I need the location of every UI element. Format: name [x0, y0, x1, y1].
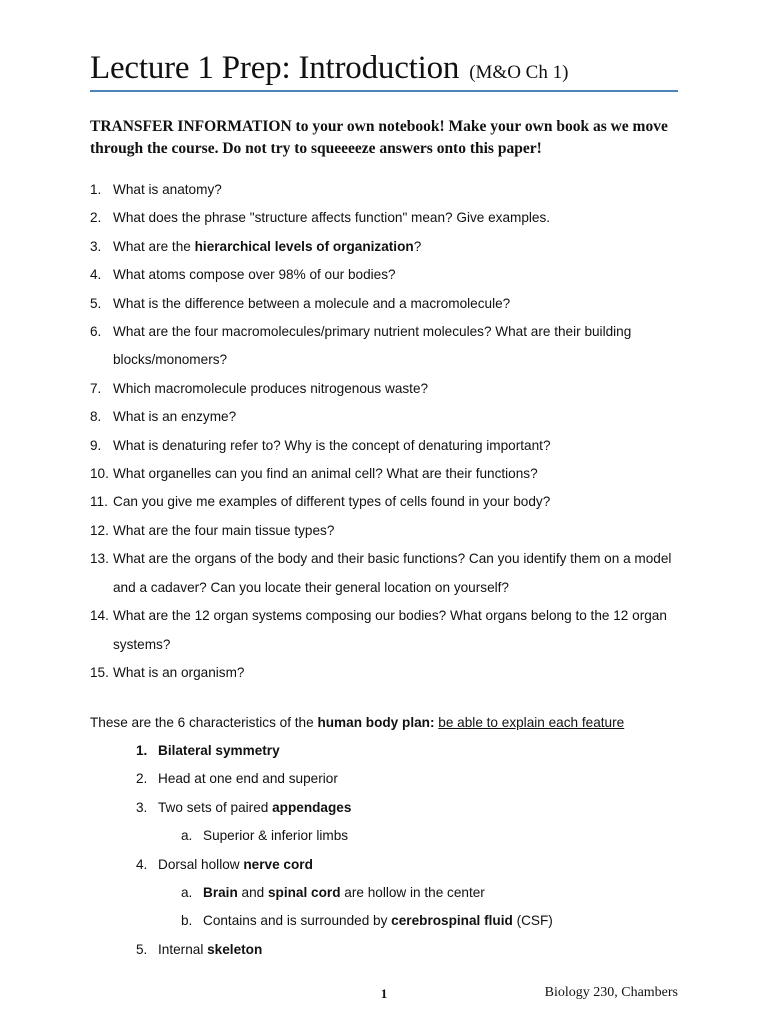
question-text-pre: What are the [113, 238, 195, 254]
body-plan-feature-emphasis: nerve cord [243, 856, 313, 872]
question-item [90, 432, 690, 460]
question-number: 6. [90, 324, 102, 340]
question-item [90, 602, 690, 659]
question-number: 10. [90, 466, 109, 482]
question-text: What is the difference between a molecule and a macromolecule? [113, 295, 511, 311]
course-label: Biology 230, Chambers [544, 985, 678, 1000]
question-item [90, 545, 690, 602]
question-number: 2. [90, 210, 102, 226]
question-text: Which macromolecule produces nitrogenous waste? [113, 380, 429, 396]
question-text: What is anatomy? [113, 182, 222, 197]
question-item [90, 176, 690, 204]
body-plan-item [136, 737, 676, 765]
question-number: 8. [90, 409, 102, 425]
subitem-emphasis: Brain [203, 885, 238, 901]
question-number: 1. [90, 182, 102, 197]
question-text: What is an enzyme? [113, 409, 237, 425]
body-plan-feature: Head at one end and superior [158, 771, 338, 787]
body-plan-item [136, 765, 676, 793]
subitem-letter: a. [181, 885, 193, 901]
body-plan-feature-emphasis: skeleton [207, 941, 263, 957]
question-item [90, 204, 690, 232]
body-plan-item [136, 936, 676, 964]
body-plan-feature: Bilateral symmetry [158, 743, 280, 758]
question-number: 12. [90, 522, 109, 538]
body-plan-list [136, 737, 676, 964]
question-number: 15. [90, 664, 109, 680]
question-text: What are the four main tissue types? [113, 522, 335, 538]
body-plan-item [136, 851, 676, 879]
question-number: 14. [90, 608, 109, 624]
body-plan-feature-text: Two sets of paired [158, 799, 273, 815]
question-item [90, 290, 690, 318]
question-item [90, 403, 690, 431]
question-item [90, 460, 690, 488]
question-text: What does the phrase "structure affects function" mean? Give examples. [113, 210, 551, 226]
page-title: Lecture 1 Prep: Introduction [90, 50, 460, 86]
question-number: 11. [90, 494, 108, 510]
subitem-letter: a. [181, 828, 193, 844]
question-text: What are the 12 organ systems composing our bodies? What organs belong to the 12 organ systems? [113, 608, 667, 652]
subitem-text: Superior & inferior limbs [203, 828, 349, 844]
question-item [90, 488, 690, 516]
question-number: 4. [90, 267, 102, 283]
body-plan-subitem [136, 822, 676, 850]
question-item [90, 233, 690, 261]
subitem-letter: b. [181, 913, 193, 929]
question-text: What atoms compose over 98% of our bodies? [113, 267, 396, 283]
subitem-emphasis: spinal cord [267, 885, 341, 901]
page-header [90, 46, 678, 92]
question-text: Can you give me examples of different types of cells found in your body? [113, 494, 551, 510]
subitem-text: and [237, 885, 268, 901]
body-plan-intro-text: These are the 6 characteristics of the [90, 715, 318, 730]
body-plan-feature-text: Dorsal hollow [158, 856, 244, 872]
body-plan-feature-text: Internal [158, 941, 208, 957]
body-plan-subitem [136, 907, 676, 935]
question-text: What is an organism? [113, 664, 245, 680]
chapter-reference: (M&O Ch 1) [469, 62, 569, 83]
question-number: 9. [90, 437, 102, 453]
page-number: 1 [380, 986, 388, 1001]
body-plan-number: 4. [136, 856, 148, 872]
subitem-text: are hollow in the center [340, 885, 485, 901]
question-number: 3. [90, 238, 102, 254]
body-plan-number: 1. [136, 743, 148, 758]
question-text-post: ? [413, 238, 422, 254]
question-item [90, 375, 690, 403]
instructions-text: TRANSFER INFORMATION to your own notebook! Make your own book as we move through the course. Do not try to squeeeeze answers onto this paper! [90, 118, 668, 157]
subitem-text: (CSF) [512, 913, 553, 929]
question-item [90, 318, 690, 375]
question-text: What organelles can you find an animal cell? What are their functions? [113, 466, 538, 482]
question-item [90, 261, 690, 289]
question-number: 7. [90, 380, 102, 396]
body-plan-subitem [136, 879, 676, 907]
question-number: 5. [90, 295, 102, 311]
subitem-emphasis: cerebrospinal fluid [391, 913, 513, 929]
body-plan-intro-emphasis: human body plan: [317, 715, 435, 730]
subitem-text: Contains and is surrounded by [203, 913, 392, 929]
body-plan-item [136, 794, 676, 822]
question-text: What are the organs of the body and their basic functions? Can you identify them on a model and a cadaver? Can you locate their general location on yourself? [113, 551, 672, 595]
body-plan-number: 2. [136, 771, 148, 787]
question-emphasis: hierarchical levels of organization [194, 238, 414, 254]
body-plan-feature-emphasis: appendages [272, 799, 352, 815]
question-number: 13. [90, 551, 109, 567]
body-plan-intro [90, 709, 690, 737]
body-plan-number: 5. [136, 941, 148, 957]
body-plan-intro-instruction: be able to explain each feature [438, 715, 625, 730]
question-text: What is denaturing refer to? Why is the concept of denaturing important? [113, 437, 551, 453]
body-plan-number: 3. [136, 799, 148, 815]
question-item [90, 517, 690, 545]
question-list [90, 176, 690, 687]
question-item [90, 659, 690, 687]
question-text: What are the four macromolecules/primary nutrient molecules? What are their building blocks/monomers? [113, 324, 632, 368]
